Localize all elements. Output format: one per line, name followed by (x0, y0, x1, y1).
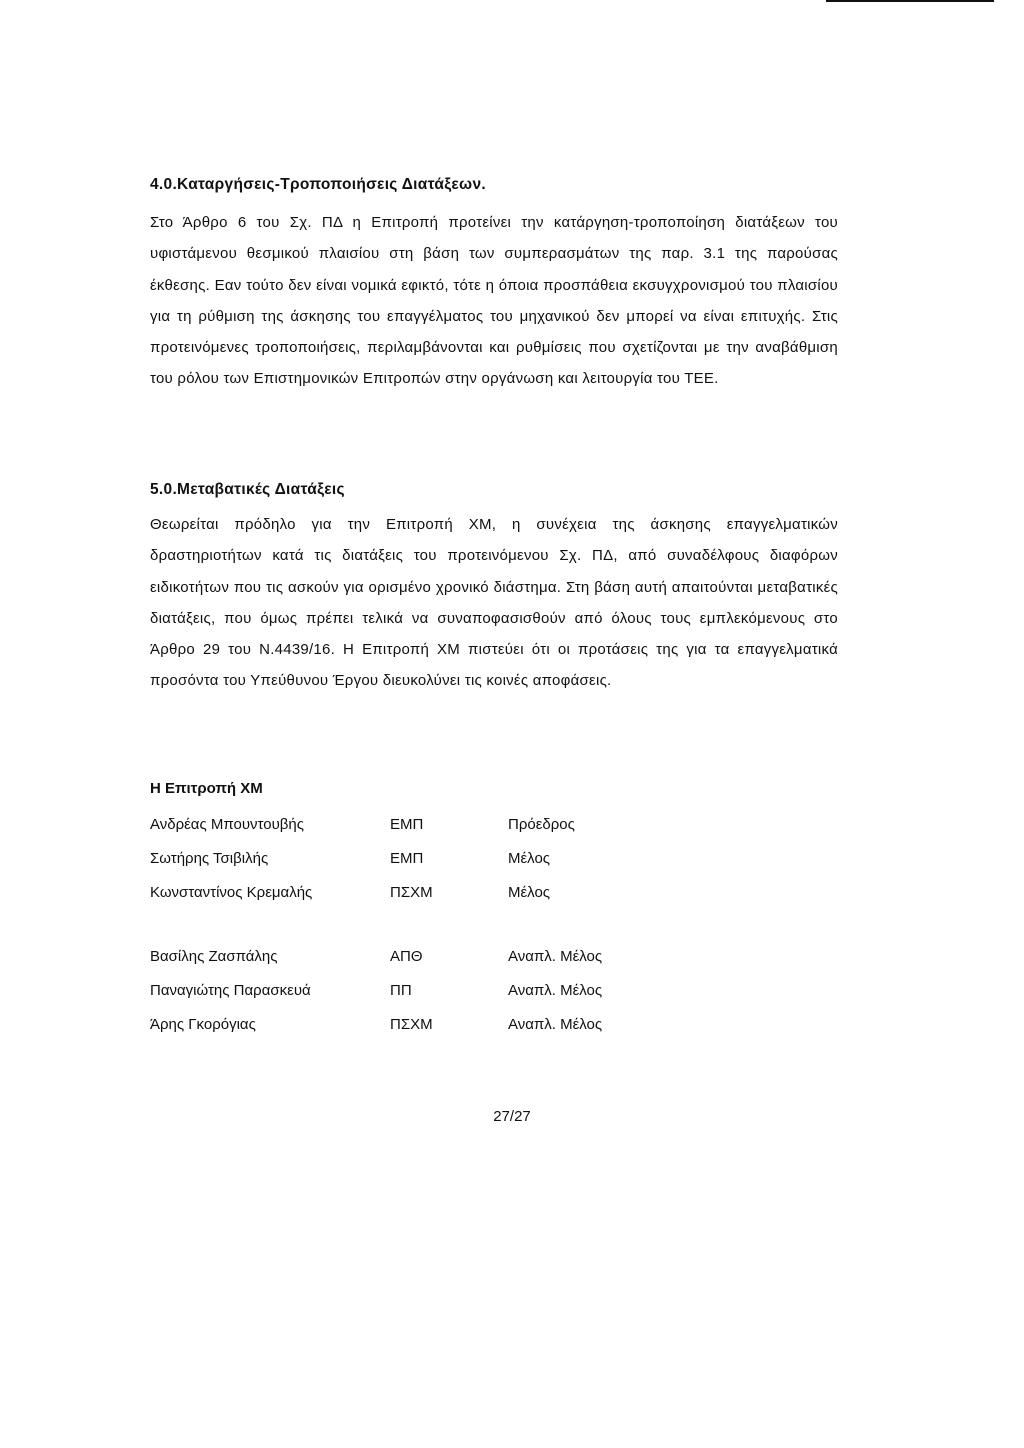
member-institution: ΠΣΧΜ (390, 884, 433, 901)
alternate-institution: ΠΣΧΜ (390, 1016, 433, 1033)
section-4-body: Στο Άρθρο 6 του Σχ. ΠΔ η Επιτροπή προτείνει την κατάργηση-τροποποίηση διατάξεων του υφιστάμενου θεσμικού πλαισίου στη βάση των συμπερασμάτων της παρ. 3.1 της παρούσας έκθεσης. Εαν τούτο δεν είναι νομικά εφικτό, τότε η όποια προσπάθεια εκσυγχρονισμού του πλαισίου για τη ρύθμιση της άσκησης του επαγγέλματος του μηχανικού δεν μπορεί να είναι επιτυχής. Στις προτεινόμενες τροποποιήσεις, περιλαμβάνονται και ρυθμίσεις που σχετίζονται με την αναβάθμιση του ρόλου των Επιστημονικών Επιτροπών στην οργάνωση και λειτουργία του ΤΕΕ. (150, 214, 838, 388)
alternate-name: Βασίλης Ζασπάλης (150, 948, 278, 965)
member-name: Κωνσταντίνος Κρεμαλής (150, 884, 313, 901)
alternate-name: Άρης Γκορόγιας (150, 1016, 256, 1033)
member-institution: ΕΜΠ (390, 816, 424, 833)
alternate-name: Παναγιώτης Παρασκευά (150, 982, 311, 999)
member-name: Ανδρέας Μπουντουβής (150, 816, 305, 833)
member-row (150, 882, 710, 916)
alternate-role: Αναπλ. Μέλος (508, 982, 603, 999)
member-row (150, 814, 710, 848)
page-number: 27/27 (493, 1108, 531, 1125)
section-5-heading: 5.0.Μεταβατικές Διατάξεις (150, 481, 345, 498)
alternate-row (150, 980, 710, 1014)
committee-members-list (150, 814, 710, 916)
committee-alternates-list (150, 946, 710, 1048)
member-name: Σωτήρης Τσιβιλής (150, 850, 269, 867)
member-role: Πρόεδρος (508, 816, 575, 833)
alternate-institution: ΑΠΘ (390, 948, 423, 965)
alternate-row (150, 1014, 710, 1048)
alternate-role: Αναπλ. Μέλος (508, 1016, 603, 1033)
section-5-body: Θεωρείται πρόδηλο για την Επιτροπή ΧΜ, η συνέχεια της άσκησης επαγγελματικών δραστηριοτήτων κατά τις διατάξεις του προτεινόμενου Σχ. ΠΔ, από συναδέλφους διαφόρων ειδικοτήτων που τις ασκούν για ορισμένο χρονικό διάστημα. Στη βάση αυτή απαιτούνται μεταβατικές διατάξεις, που όμως πρέπει τελικά να συναποφασισθούν από όλους τους εμπλεκόμενους στο Άρθρο 29 του Ν.4439/16. Η Επιτροπή ΧΜ πιστεύει ότι οι προτάσεις της για τα επαγγελματικά προσόντα του Υπεύθυνου Έργου διευκολύνει τις κοινές αποφάσεις. (150, 516, 838, 690)
alternate-row (150, 946, 710, 980)
alternate-institution: ΠΠ (390, 982, 412, 999)
alternate-role: Αναπλ. Μέλος (508, 948, 603, 965)
member-institution: ΕΜΠ (390, 850, 424, 867)
top-edge-line (826, 0, 994, 2)
member-role: Μέλος (508, 884, 551, 901)
member-role: Μέλος (508, 850, 551, 867)
committee-title: Η Επιτροπή ΧΜ (150, 780, 263, 797)
section-4-heading: 4.0.Καταργήσεις-Τροποποιήσεις Διατάξεων. (150, 176, 486, 193)
member-row (150, 848, 710, 882)
